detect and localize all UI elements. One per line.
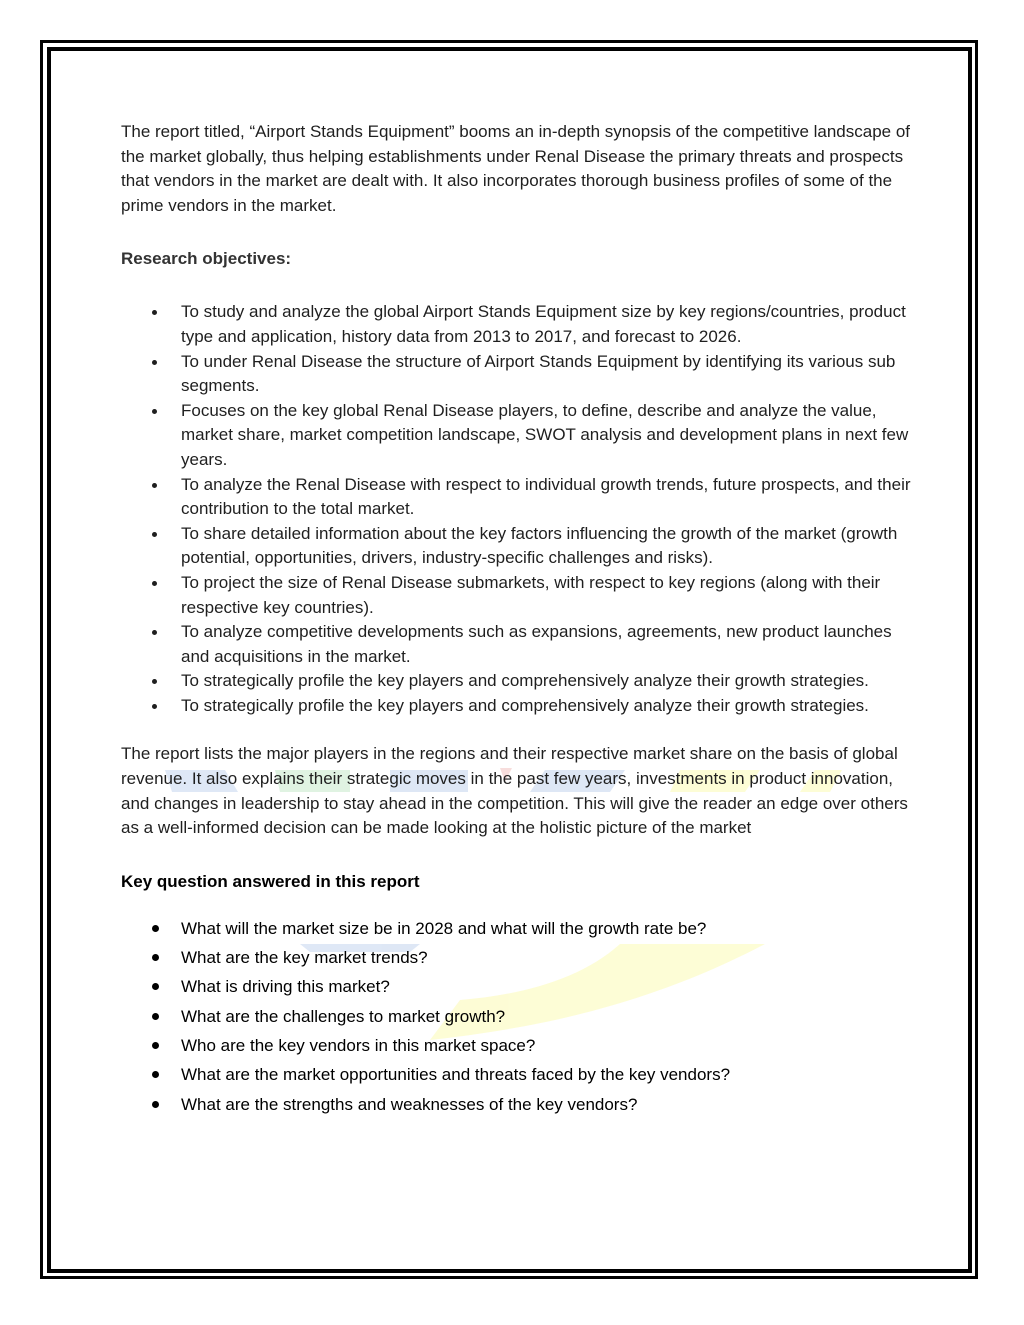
question-item: What is driving this market? [121,972,911,1001]
objective-item: To analyze competitive developments such as expansions, agreements, new product launches and acquisitions in the market. [121,620,911,669]
objective-item: To share detailed information about the key factors influencing the growth of the market (growth potential, opportunities, drivers, industry-specific challenges and risks). [121,522,911,571]
intro-paragraph: The report titled, “Airport Stands Equipment” booms an in-depth synopsis of the competitive landscape of the market globally, thus helping establishments under Renal Disease the primary threats and prospects that vendors in the market are dealt with. It also incorporates thorough business profiles of some of the prime vendors in the market. [121,122,911,215]
question-item: What will the market size be in 2028 and what will the growth rate be? [121,914,911,943]
document-body [121,120,911,1119]
objective-item: To strategically profile the key players and comprehensively analyze their growth strategies. [121,669,911,694]
objective-item: To analyze the Renal Disease with respect to individual growth trends, future prospects, and their contribution to the total market. [121,473,911,522]
report-paragraph: The report lists the major players in the regions and their respective market share on the basis of global revenue. It also explains their strategic moves in the past few years, investments in product innovation, and changes in leadership to stay ahead in the competition. This will give the reader an edge over others as a well-informed decision can be made looking at the holistic picture of the market [121,744,908,838]
objective-item: To project the size of Renal Disease submarkets, with respect to key regions (along with their respective key countries). [121,571,911,620]
objective-item: To strategically profile the key players and comprehensively analyze their growth strategies. [121,694,911,719]
objectives-list [121,300,911,718]
objective-item: Focuses on the key global Renal Disease players, to define, describe and analyze the value, market share, market competition landscape, SWOT analysis and development plans in next few years. [121,399,911,473]
research-objectives-heading: Research objectives: [121,249,292,269]
question-item: What are the key market trends? [121,943,911,972]
question-item: Who are the key vendors in this market space? [121,1031,911,1060]
questions-list [121,914,911,1119]
question-item: What are the strengths and weaknesses of the key vendors? [121,1090,911,1119]
question-item: What are the challenges to market growth? [121,1002,911,1031]
objective-item: To study and analyze the global Airport Stands Equipment size by key regions/countries, product type and application, history data from 2013 to 2017, and forecast to 2026. [121,300,911,349]
question-item: What are the market opportunities and threats faced by the key vendors? [121,1060,911,1089]
key-questions-heading: Key question answered in this report [121,871,420,891]
objective-item: To under Renal Disease the structure of Airport Stands Equipment by identifying its various sub segments. [121,350,911,399]
